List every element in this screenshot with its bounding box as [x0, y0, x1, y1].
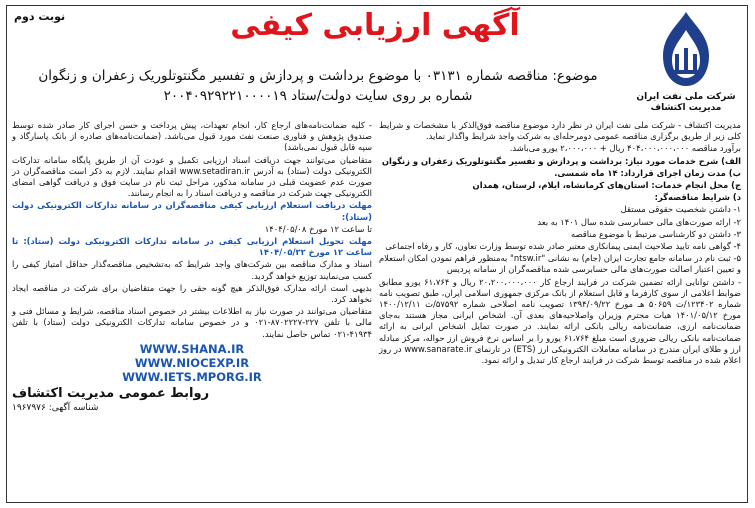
condition-2: ۲- ارائه صورت‌های مالی حسابرسی شده سال ۱۴۰۱ به بعد [537, 216, 741, 227]
subject-block [12, 66, 624, 106]
website-list [12, 342, 372, 384]
left-column [12, 120, 372, 414]
condition-3: ۳- داشتن دو کارشناسی مرتبط با موضوع مناقصه [571, 228, 741, 239]
receive-deadline-heading: مهلت دریافت استعلام ارزیابی کیفی مناقصه‌گران در سامانه تدارکات الکترونیکی دولت (ستاد): [12, 200, 372, 222]
condition-4: ۴- گواهی نامه تایید صلاحیت ایمنی پیمانکاری معتبر صادر شده توسط وزارت تعاون، کار و رفاه اجتماعی [385, 241, 741, 252]
contact-info: متقاضیان می‌توانند در صورت نیاز به اطلاعات بیشتر در خصوص اسناد مناقصه، شرایط و مسائل فنی و مالی با تلفن ۲۲۷-۸۷۰۲۲۲۷-۰۲۱ و در خصوص سامانه تدارکات الکترونیکی دولت (ستاد) با تلفن ۴۱۹۳۴-۰۲۱ تماس حاصل نمایند. [12, 306, 372, 339]
condition-1: ۱- داشتن شخصیت حقوقی مستقل [620, 204, 741, 215]
intro-paragraph: مدیریت اکتشاف - شرکت ملی نفت ایران در نظر دارد موضوع مناقصه فوق‌الذکر با مشخصات و شرایط کلی زیر از طریق برگزاری مناقصه عمومی دومرحله‌ای به شرکت واجد شرایط واگذار نماید. [379, 120, 741, 142]
logo-department-name: مدیریت اکتشاف [650, 103, 722, 113]
subject-line-2: شماره بر روی سایت دولت/ستاد ۲۰۰۴۰۹۲۹۲۲۱۰۰۰۰۱۹ [163, 88, 473, 104]
estimate-paragraph: برآورد مناقصه ۴۰۴،۰۰۰،۰۰۰،۰۰۰ ریال + ۲،۰۰۰،۰۰۰ یورو می‌باشد. [509, 143, 741, 154]
round-label: نوبت دوم [14, 10, 66, 23]
subject-line-1: موضوع: مناقصه شماره ۰۳۱۳۱ با موضوع برداشت و پردازش و تفسیر مگنتوتلوریک زعفران و زنگوان [38, 68, 598, 84]
ad-id: شناسه آگهی: ۱۹۶۷۹۷۶ [12, 403, 99, 414]
distribution-note: اسناد و مدارک مناقصه بین شرکت‌های واجد شرایط که به‌تشخیص مناقصه‌گذار حداقل امتیاز کیفی را کسب می‌نمایند توزیع خواهد گردید. [12, 259, 372, 281]
section-be: ب) مدت زمان اجرای قرارداد: ۱۴ ماه شمسی. [554, 167, 741, 178]
setad-instructions: متقاضیان می‌توانند جهت دریافت اسناد ارزیابی تکمیل و عودت آن از طریق پایگاه سامانه تدارکات الکترونیکی دولت (ستاد) به آدرس www.setadiran.ir اقدام نمایند. لازم به ذکر است مناقصه‌گران در صورت عدم عضویت قبلی در سامانه مذکور، مراحل ثبت نام در سایت فوق و دریافت گواهی امضای الکترونیکی جهت شرکت در مناقصه و دریافت اسناد را به انجام رسانند. [12, 154, 372, 199]
website-link-iets[interactable]: WWW.IETS.MPORG.IR [122, 369, 262, 384]
section-jim: ج) محل انجام خدمات: استان‌های کرمانشاه، ایلام، لرستان، همدان [472, 180, 741, 191]
nioc-logo [631, 10, 741, 120]
website-link-shana[interactable]: WWW.SHANA.IR [139, 341, 245, 356]
right-column [379, 120, 741, 367]
flame-logo-icon [655, 10, 717, 92]
website-link-niocexp[interactable]: WWW.NIOCEXP.IR [134, 355, 250, 370]
condition-5: ۵- ثبت نام در سامانه جامع تجارت ایران (جام) به نشانی "ntsw.ir" به‌منظور فراهم نمودن امکان استعلام و تعیین اعتبار اصالت صورت‌های مالی حسابرسی شده مناقصه‌گران از سامانه پردیس [379, 253, 742, 275]
logo-company-name: شرکت ملی نفت ایران [636, 92, 736, 102]
guarantee-paragraph: - داشتن توانایی ارائه تضمین شرکت در فرایند ارجاع کار ۲۰،۲۰۰،۰۰۰،۰۰۰ ریال و ۶۱،۷۶۴ یورو مطابق ضوابط اعلامی از سوی کارفرما و قابل استعلام از بانک مرکزی جمهوری اسلامی ایران، طبق تصویب نامه شماره ۱۲۳۴۰۲/ت ۵۰۶۵۹ هـ مورخ ۱۳۹۴/۰۹/۲۲ تصویب نامه اصلاحی شماره ۵۷۵۹۲/ت ۱۴۰۰/۱۲/۱۱ مورخ ۱۴۰۱/۰۵/۱۲ هیات محترم وزیران واصلاحیه‌های بعدی آن. اشخاص ایرانی مجاز هستند به‌جای ضمانت‌نامه ارزی، ضمانت‌نامه ریالی بانکی ارائه نمایند. در صورت تمایل اشخاص ایرانی به ارائه ضمانت‌نامه بانکی ریالی ضروری است مبلغ ۶۱،۷۶۴ یورو را بر اساس نرخ فروش ارز حواله، مرکز مبادله ارز و طلای ایران مندرج در سامانه معاملات الکترونیکی ارز (ETS) در تارنمای www.sanarate.ir در روز اعلام شده در مناقصه توسط شرکت در فرایند ارجاع کار تبدیل و ارائه نمود. [379, 276, 742, 366]
page-title: آگهی ارزیابی کیفی [230, 8, 520, 43]
guarantee-note: - کلیه ضمانت‌نامه‌های ارجاع کار، انجام تعهدات، پیش پرداخت و حسن اجرای کار صادر شده توسط صندوق پژوهش و فناوری صنعت نفت مورد قبول می‌باشد. (ضمانت‌نامه‌های صادره از بانک پاسارگاد و سپه قابل قبول نمی‌باشد) [12, 120, 372, 153]
receive-deadline-date: تا ساعت ۱۲ مورخ ۱۴۰۴/۰۵/۰۸ [264, 223, 372, 234]
rights-note: بدیهی است ارائه مدارک فوق‌الذکر هیچ گونه حقی را جهت متقاضیان برای شرکت در مناقصه ایجاد نخواهد کرد. [12, 282, 372, 305]
section-alef: الف) شرح خدمات مورد نیاز: برداشت و پردازش و تفسیر مگنتوتلوریک زعفران و زنگوان [381, 155, 741, 166]
section-dal: د) شرایط مناقصه‌گر: [654, 192, 741, 203]
public-relations-signature: روابط عمومی مدیریت اکتشاف [12, 385, 210, 401]
submit-deadline: مهلت تحویل استعلام ارزیابی کیفی در سامانه تدارکات الکترونیکی دولت (ستاد): تا ساعت ۱۲ مورخ ۱۴۰۴/۰۵/۲۲ [12, 236, 372, 258]
